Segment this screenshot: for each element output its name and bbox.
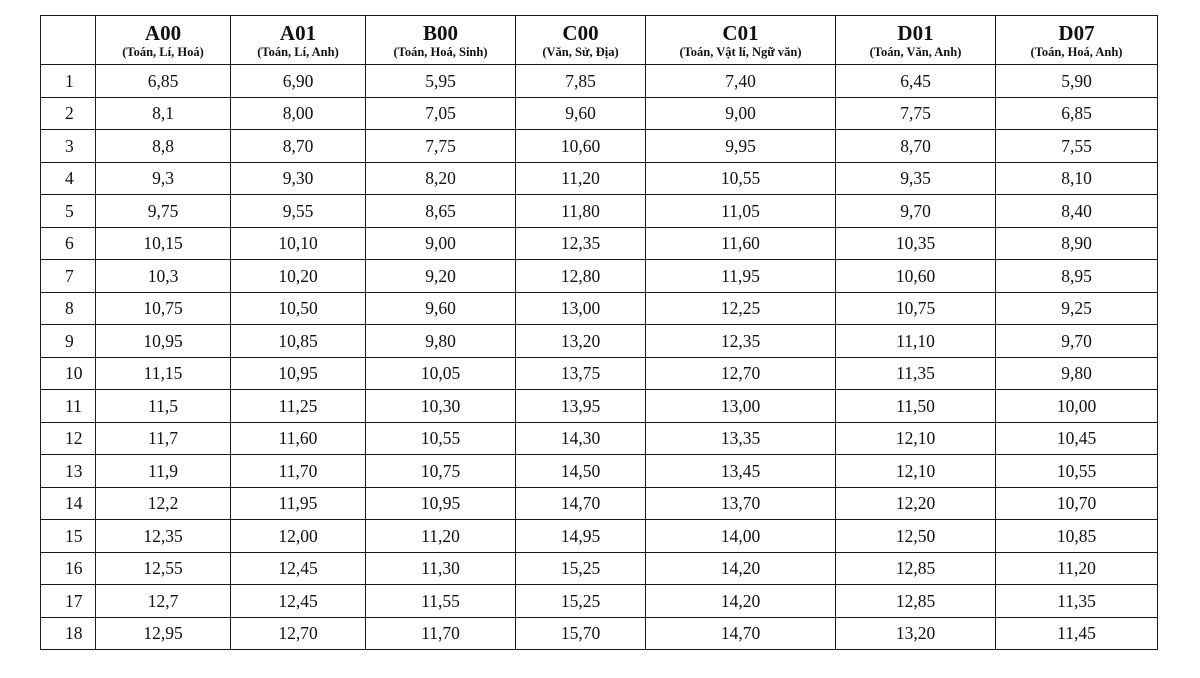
score-cell-a01: 9,30 — [231, 162, 366, 195]
score-cell-c00: 14,50 — [516, 455, 646, 488]
row-index-cell: 15 — [41, 520, 96, 553]
score-cell-a01: 10,95 — [231, 357, 366, 390]
score-cell-c01: 11,60 — [646, 227, 836, 260]
row-index-cell: 17 — [41, 585, 96, 618]
table-row — [41, 130, 1158, 163]
score-cell-d07: 5,90 — [996, 65, 1158, 98]
column-code: C00 — [562, 21, 599, 45]
score-cell-a00: 9,3 — [96, 162, 231, 195]
column-code: D07 — [1058, 21, 1095, 45]
score-cell-a00: 10,75 — [96, 292, 231, 325]
table-row — [41, 422, 1158, 455]
score-cell-d07: 10,45 — [996, 422, 1158, 455]
score-cell-b00: 9,80 — [366, 325, 516, 358]
score-cell-c01: 7,40 — [646, 65, 836, 98]
score-cell-a00: 11,9 — [96, 455, 231, 488]
table-row — [41, 260, 1158, 293]
column-subjects: (Toán, Hoá, Sinh) — [393, 45, 488, 59]
score-cell-c01: 9,00 — [646, 97, 836, 130]
row-index-cell: 1 — [41, 65, 96, 98]
row-index-cell: 7 — [41, 260, 96, 293]
table-header — [41, 16, 1158, 65]
row-index-cell: 6 — [41, 227, 96, 260]
score-cell-c01: 13,70 — [646, 487, 836, 520]
column-subjects: (Văn, Sử, Địa) — [542, 45, 619, 59]
column-code: A01 — [279, 21, 317, 45]
score-cell-b00: 9,20 — [366, 260, 516, 293]
score-cell-c00: 7,85 — [516, 65, 646, 98]
score-cell-c00: 12,35 — [516, 227, 646, 260]
score-cell-d07: 8,40 — [996, 195, 1158, 228]
table-row — [41, 455, 1158, 488]
table-row — [41, 292, 1158, 325]
score-cell-a01: 12,70 — [231, 617, 366, 650]
score-cell-a00: 12,7 — [96, 585, 231, 618]
score-cell-d01: 12,20 — [836, 487, 996, 520]
score-cell-c00: 13,75 — [516, 357, 646, 390]
score-cell-c00: 13,95 — [516, 390, 646, 423]
score-cell-c01: 13,45 — [646, 455, 836, 488]
column-header-c00 — [516, 16, 646, 65]
row-index-cell: 9 — [41, 325, 96, 358]
score-cell-c00: 15,70 — [516, 617, 646, 650]
score-cell-d07: 8,90 — [996, 227, 1158, 260]
score-cell-b00: 7,75 — [366, 130, 516, 163]
score-cell-c00: 10,60 — [516, 130, 646, 163]
table-body — [41, 65, 1158, 650]
score-cell-c01: 14,20 — [646, 552, 836, 585]
score-cell-a00: 9,75 — [96, 195, 231, 228]
score-cell-a00: 8,1 — [96, 97, 231, 130]
score-cell-d01: 12,10 — [836, 455, 996, 488]
score-cell-a00: 12,2 — [96, 487, 231, 520]
score-cell-a01: 9,55 — [231, 195, 366, 228]
score-cell-d07: 9,80 — [996, 357, 1158, 390]
score-cell-c00: 13,20 — [516, 325, 646, 358]
score-cell-c01: 9,95 — [646, 130, 836, 163]
score-cell-a01: 12,45 — [231, 585, 366, 618]
score-cell-d01: 9,70 — [836, 195, 996, 228]
score-cell-d01: 13,20 — [836, 617, 996, 650]
column-subjects: (Toán, Lí, Hoá) — [122, 45, 204, 59]
column-subjects: (Toán, Vật lí, Ngữ văn) — [679, 45, 802, 59]
score-cell-a01: 12,45 — [231, 552, 366, 585]
score-cell-c00: 15,25 — [516, 552, 646, 585]
table-row — [41, 520, 1158, 553]
row-index-cell: 2 — [41, 97, 96, 130]
column-header-c01 — [646, 16, 836, 65]
row-index-cell: 8 — [41, 292, 96, 325]
score-cell-d07: 9,25 — [996, 292, 1158, 325]
row-index-cell: 3 — [41, 130, 96, 163]
score-cell-b00: 9,60 — [366, 292, 516, 325]
score-cell-b00: 10,55 — [366, 422, 516, 455]
column-header-a00 — [96, 16, 231, 65]
score-cell-c00: 12,80 — [516, 260, 646, 293]
column-code: C01 — [722, 21, 759, 45]
score-cell-c00: 14,95 — [516, 520, 646, 553]
row-index-cell: 14 — [41, 487, 96, 520]
score-cell-a00: 11,5 — [96, 390, 231, 423]
index-header-cell — [41, 16, 96, 65]
score-cell-d01: 7,75 — [836, 97, 996, 130]
score-cell-c00: 11,80 — [516, 195, 646, 228]
score-cell-d01: 11,10 — [836, 325, 996, 358]
table-row — [41, 325, 1158, 358]
row-index-cell: 13 — [41, 455, 96, 488]
score-cell-d07: 11,20 — [996, 552, 1158, 585]
column-code: D01 — [897, 21, 934, 45]
score-table-container — [40, 15, 1157, 650]
row-index-cell: 10 — [41, 357, 96, 390]
score-cell-a00: 12,95 — [96, 617, 231, 650]
score-cell-d01: 6,45 — [836, 65, 996, 98]
score-cell-d01: 8,70 — [836, 130, 996, 163]
column-header-b00 — [366, 16, 516, 65]
score-cell-d01: 9,35 — [836, 162, 996, 195]
score-cell-a01: 11,25 — [231, 390, 366, 423]
score-cell-c01: 11,95 — [646, 260, 836, 293]
score-cell-b00: 11,20 — [366, 520, 516, 553]
score-cell-d07: 11,35 — [996, 585, 1158, 618]
score-cell-a00: 10,95 — [96, 325, 231, 358]
row-index-cell: 12 — [41, 422, 96, 455]
score-cell-b00: 10,75 — [366, 455, 516, 488]
score-cell-b00: 11,70 — [366, 617, 516, 650]
table-row — [41, 357, 1158, 390]
score-cell-d07: 8,95 — [996, 260, 1158, 293]
score-cell-c00: 13,00 — [516, 292, 646, 325]
score-cell-a01: 12,00 — [231, 520, 366, 553]
score-cell-a00: 11,15 — [96, 357, 231, 390]
score-cell-a00: 12,55 — [96, 552, 231, 585]
row-index-cell: 5 — [41, 195, 96, 228]
table-row — [41, 617, 1158, 650]
row-index-cell: 18 — [41, 617, 96, 650]
score-cell-a01: 10,85 — [231, 325, 366, 358]
score-cell-d07: 11,45 — [996, 617, 1158, 650]
score-cell-a00: 10,3 — [96, 260, 231, 293]
score-cell-a01: 11,95 — [231, 487, 366, 520]
table-row — [41, 97, 1158, 130]
score-cell-c00: 9,60 — [516, 97, 646, 130]
score-cell-b00: 10,30 — [366, 390, 516, 423]
column-code: B00 — [422, 21, 458, 45]
score-cell-d01: 12,85 — [836, 552, 996, 585]
score-cell-c01: 11,05 — [646, 195, 836, 228]
table-row — [41, 487, 1158, 520]
column-subjects: (Toán, Hoá, Anh) — [1030, 45, 1123, 59]
score-cell-b00: 8,65 — [366, 195, 516, 228]
score-cell-d07: 10,00 — [996, 390, 1158, 423]
score-cell-d01: 10,60 — [836, 260, 996, 293]
table-row — [41, 227, 1158, 260]
table-row — [41, 552, 1158, 585]
score-cell-c01: 12,25 — [646, 292, 836, 325]
score-cell-d01: 11,50 — [836, 390, 996, 423]
score-cell-b00: 9,00 — [366, 227, 516, 260]
score-cell-b00: 10,95 — [366, 487, 516, 520]
score-cell-d01: 10,75 — [836, 292, 996, 325]
score-cell-a00: 6,85 — [96, 65, 231, 98]
score-cell-c01: 12,35 — [646, 325, 836, 358]
score-cell-c01: 14,20 — [646, 585, 836, 618]
score-cell-a01: 6,90 — [231, 65, 366, 98]
row-index-cell: 16 — [41, 552, 96, 585]
score-cell-c00: 15,25 — [516, 585, 646, 618]
score-cell-c00: 14,70 — [516, 487, 646, 520]
score-cell-c01: 13,35 — [646, 422, 836, 455]
column-subjects: (Toán, Lí, Anh) — [257, 45, 339, 59]
table-row — [41, 195, 1158, 228]
score-cell-c00: 14,30 — [516, 422, 646, 455]
score-cell-c01: 14,00 — [646, 520, 836, 553]
column-code: A00 — [144, 21, 182, 45]
score-cell-c01: 14,70 — [646, 617, 836, 650]
score-cell-d01: 10,35 — [836, 227, 996, 260]
score-cell-a01: 8,70 — [231, 130, 366, 163]
score-cell-b00: 11,30 — [366, 552, 516, 585]
score-cell-d07: 10,55 — [996, 455, 1158, 488]
score-cell-a01: 10,10 — [231, 227, 366, 260]
score-cell-d07: 6,85 — [996, 97, 1158, 130]
score-cell-c00: 11,20 — [516, 162, 646, 195]
score-cell-b00: 10,05 — [366, 357, 516, 390]
table-row — [41, 390, 1158, 423]
table-row — [41, 585, 1158, 618]
score-cell-d01: 12,85 — [836, 585, 996, 618]
score-cell-d01: 12,50 — [836, 520, 996, 553]
score-cell-d07: 10,85 — [996, 520, 1158, 553]
score-cell-a01: 11,70 — [231, 455, 366, 488]
column-header-a01 — [231, 16, 366, 65]
score-cell-a00: 10,15 — [96, 227, 231, 260]
score-cell-d01: 11,35 — [836, 357, 996, 390]
score-cell-b00: 5,95 — [366, 65, 516, 98]
score-cell-a01: 10,50 — [231, 292, 366, 325]
score-cell-a01: 8,00 — [231, 97, 366, 130]
score-cell-b00: 8,20 — [366, 162, 516, 195]
score-cell-a01: 11,60 — [231, 422, 366, 455]
score-cell-a00: 12,35 — [96, 520, 231, 553]
score-cell-d07: 9,70 — [996, 325, 1158, 358]
score-cell-a00: 8,8 — [96, 130, 231, 163]
score-cell-c01: 10,55 — [646, 162, 836, 195]
score-table — [40, 15, 1158, 650]
score-cell-d07: 7,55 — [996, 130, 1158, 163]
header-row — [41, 16, 1158, 65]
score-cell-a00: 11,7 — [96, 422, 231, 455]
score-cell-c01: 13,00 — [646, 390, 836, 423]
score-cell-d07: 8,10 — [996, 162, 1158, 195]
row-index-cell: 11 — [41, 390, 96, 423]
row-index-cell: 4 — [41, 162, 96, 195]
score-cell-d07: 10,70 — [996, 487, 1158, 520]
table-row — [41, 162, 1158, 195]
score-cell-b00: 7,05 — [366, 97, 516, 130]
column-header-d01 — [836, 16, 996, 65]
score-cell-c01: 12,70 — [646, 357, 836, 390]
score-cell-a01: 10,20 — [231, 260, 366, 293]
table-row — [41, 65, 1158, 98]
column-header-d07 — [996, 16, 1158, 65]
column-subjects: (Toán, Văn, Anh) — [869, 45, 962, 59]
score-cell-d01: 12,10 — [836, 422, 996, 455]
score-cell-b00: 11,55 — [366, 585, 516, 618]
